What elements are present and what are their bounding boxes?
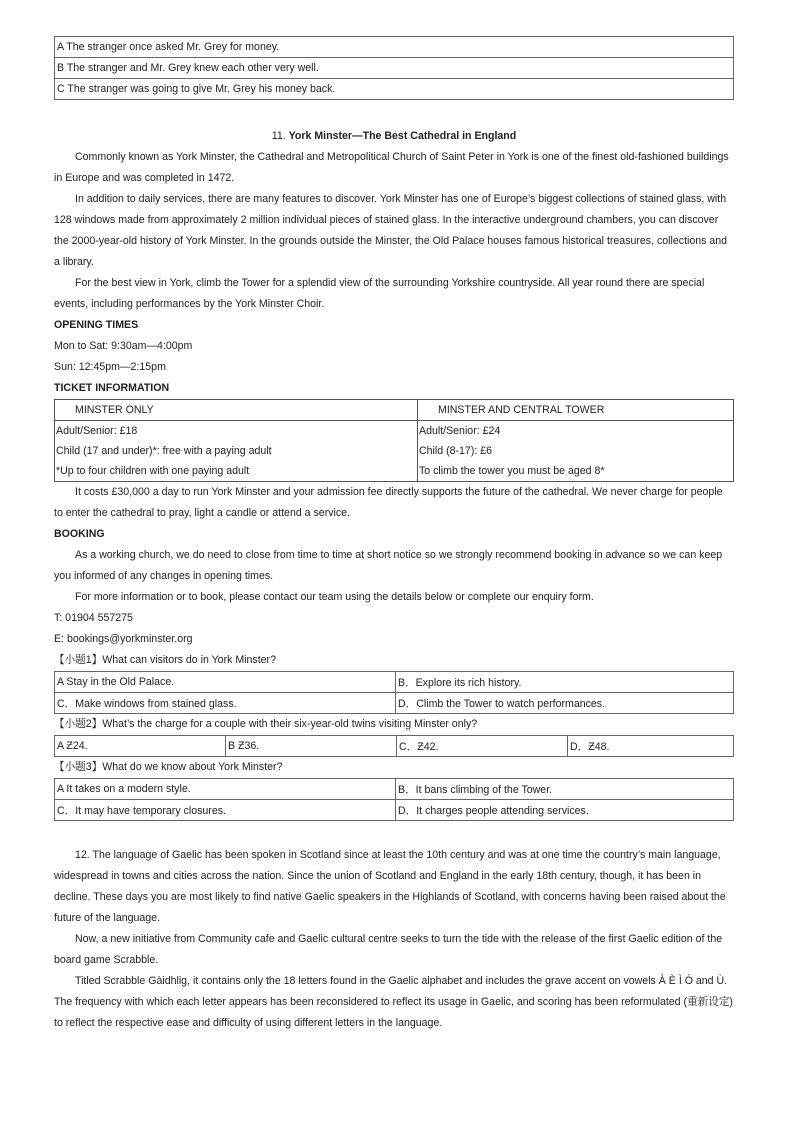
exam-page	[54, 36, 734, 1034]
ticket-row: To climb the tower you must be aged 8*	[419, 465, 605, 477]
option-b[interactable]: B．Explore its rich history.	[396, 672, 734, 693]
option-a[interactable]: A It takes on a modern style.	[55, 779, 396, 800]
ticket-table	[54, 399, 734, 482]
question-3-stem: 【小题3】What do we know about York Minster?	[54, 761, 283, 773]
option-a[interactable]: A The stranger once asked Mr. Grey for money.	[55, 37, 734, 58]
ticket-info-heading: TICKET INFORMATION	[54, 382, 170, 394]
opening-times-heading: OPENING TIMES	[54, 319, 139, 331]
paragraph: 12. The language of Gaelic has been spoken in Scotland since at least the 10th century and was at one time the country’s main language, widespread in towns and cities across the nation. Since the union of Scotland and England in the early 18th century, though, it has been in decline. These days you are most likely to find native Gaelic speakers in the Highlands of Scotland, with concerns having been raised about the future of the language.	[54, 849, 726, 924]
question-3-options	[54, 778, 734, 821]
paragraph: For the best view in York, climb the Tower for a splendid view of the surrounding Yorkshire countryside. All year round there are special events, including performances by the York Minster Choir.	[54, 277, 705, 310]
question-1-stem: 【小题1】What can visitors do in York Minster?	[54, 654, 276, 666]
ticket-header: MINSTER ONLY	[75, 404, 154, 416]
option-b[interactable]: B Ƶ36.	[226, 736, 397, 757]
option-b[interactable]: B．It bans climbing of the Tower.	[396, 779, 734, 800]
ticket-row: Adult/Senior: £24	[419, 425, 501, 437]
title-text: York Minster—The Best Cathedral in England	[288, 130, 517, 142]
option-d[interactable]: D．It charges people attending services.	[396, 800, 734, 821]
option-c[interactable]: C．It may have temporary closures.	[55, 800, 396, 821]
contact-phone: T: 01904 557275	[54, 612, 133, 624]
paragraph: For more information or to book, please contact our team using the details below or complete our enquiry form.	[75, 591, 594, 603]
ticket-row: Child (8-17): £6	[419, 445, 493, 457]
opening-line: Sun: 12:45pm—2:15pm	[54, 361, 166, 373]
booking-heading: BOOKING	[54, 528, 105, 540]
ticket-row: Child (17 and under)*: free with a paying adult	[56, 445, 272, 457]
title-number: 11.	[271, 130, 289, 142]
question-1-options	[54, 671, 734, 714]
option-c[interactable]: C The stranger was going to give Mr. Grey his money back.	[55, 79, 734, 100]
option-b[interactable]: B The stranger and Mr. Grey knew each other very well.	[55, 58, 734, 79]
paragraph: Now, a new initiative from Community cafe and Gaelic cultural centre seeks to turn the tide with the release of the first Gaelic edition of the board game Scrabble.	[54, 933, 723, 966]
option-c[interactable]: C．Ƶ42.	[397, 736, 568, 757]
passage-11-title	[54, 126, 734, 147]
paragraph: In addition to daily services, there are many features to discover. York Minster has one of Europe’s biggest collections of stained glass, with 128 windows made from approximately 2 million individual pieces of stained glass. In the interactive underground chambers, you can discover the 2000-year-old history of York Minster. In the grounds outside the Minster, the Old Palace houses famous historical treasures, collections and a library.	[54, 193, 728, 268]
cost-paragraph: It costs £30,000 a day to run York Minster and your admission fee directly supports the future of the cathedral. We never charge for people to enter the cathedral to pray, light a candle or attend a service.	[54, 486, 723, 519]
question-2-stem: 【小题2】What’s the charge for a couple with their six-year-old twins visiting Minster only?	[54, 718, 478, 730]
prev-question-options	[54, 36, 734, 100]
option-d[interactable]: D．Ƶ48.	[568, 736, 734, 757]
question-2-options	[54, 735, 734, 757]
option-a[interactable]: A Ƶ24.	[55, 736, 226, 757]
option-a[interactable]: A Stay in the Old Palace.	[55, 672, 396, 693]
option-d[interactable]: D．Climb the Tower to watch performances.	[396, 693, 734, 714]
paragraph: As a working church, we do need to close from time to time at short notice so we strongly recommend booking in advance so we can keep you informed of any changes in opening times.	[54, 549, 723, 582]
opening-line: Mon to Sat: 9:30am—4:00pm	[54, 340, 193, 352]
option-c[interactable]: C．Make windows from stained glass.	[55, 693, 396, 714]
ticket-row: Adult/Senior: £18	[56, 425, 138, 437]
paragraph: Titled Scrabble Gàidhlig, it contains only the 18 letters found in the Gaelic alphabet and includes the grave accent on vowels À È Ì Ò and Ù. The frequency with which each letter appears has been reconsidered to reflect its usage in Gaelic, and scoring has been reformulated (重新设定) to reflect the respective ease and difficulty of using different letters in the language.	[54, 975, 733, 1029]
paragraph: Commonly known as York Minster, the Cathedral and Metropolitical Church of Saint Peter in York is one of the finest old-fashioned buildings in Europe and was completed in 1472.	[54, 151, 729, 184]
ticket-row: *Up to four children with one paying adult	[56, 465, 250, 477]
ticket-header: MINSTER AND CENTRAL TOWER	[438, 404, 605, 416]
contact-email: E: bookings@yorkminster.org	[54, 633, 193, 645]
